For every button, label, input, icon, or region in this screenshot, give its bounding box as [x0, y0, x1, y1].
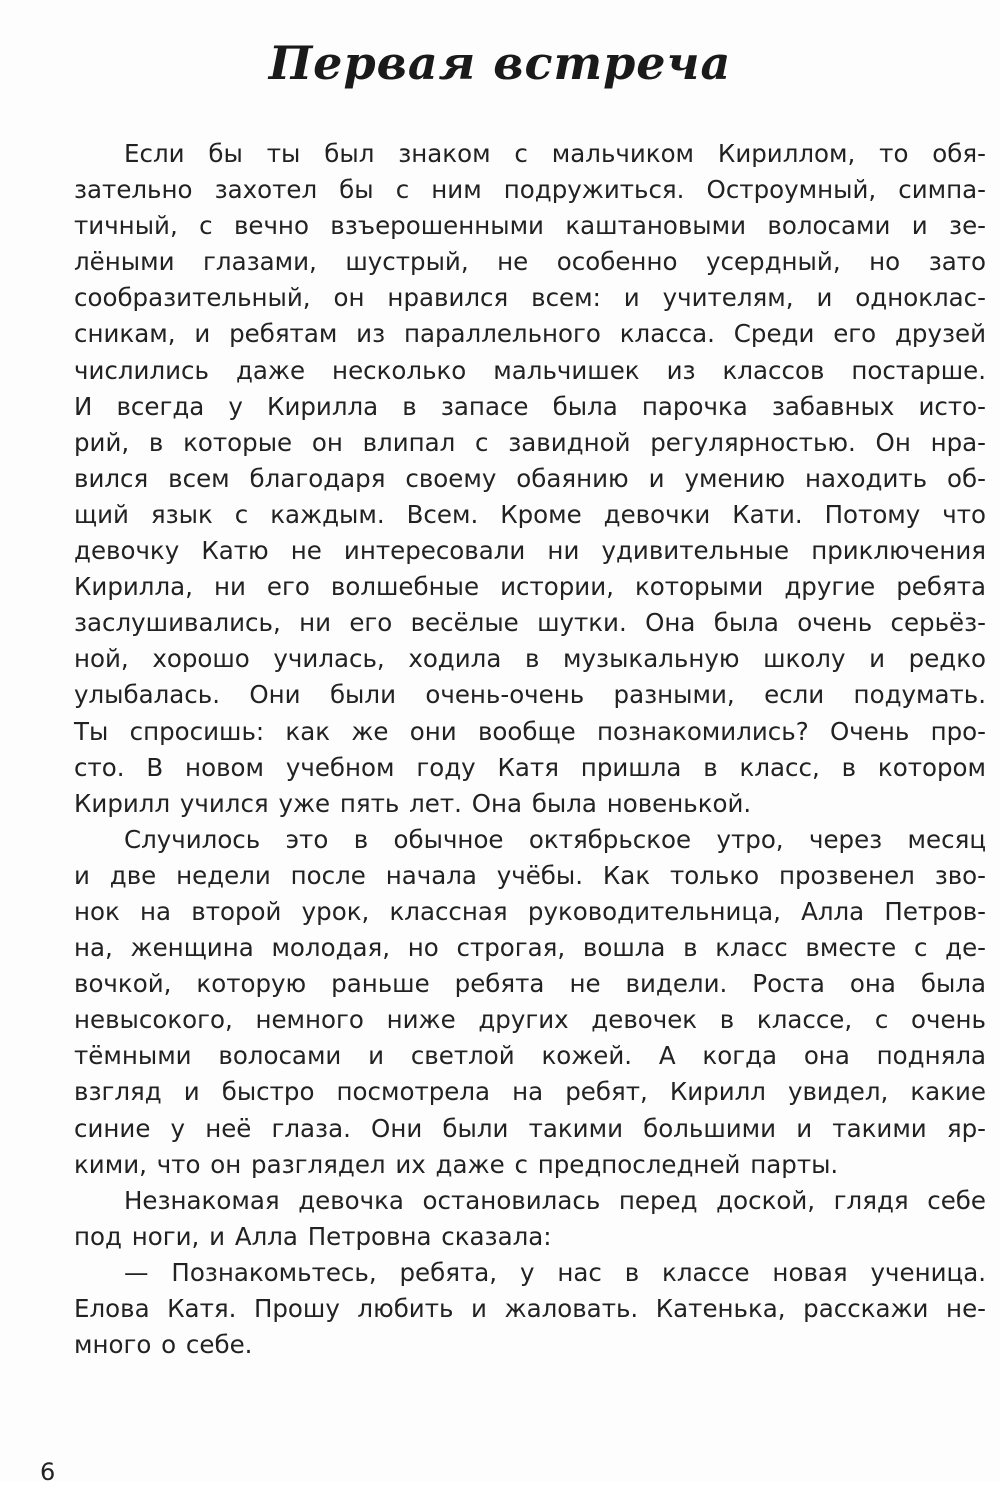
text-line: много о себе.: [74, 1330, 253, 1360]
text-line: кими, что он разглядел их даже с предпоследней парты.: [74, 1149, 839, 1179]
text-line: вочкой, которую раньше ребята не видели. Роста она была: [74, 969, 986, 999]
chapter-title: Первая встреча: [268, 36, 732, 90]
text-line: И всегда у Кирилла в запасе была парочка забавных исто-: [74, 391, 986, 421]
text-line: Незнакомая девочка остановилась перед доской, глядя себе: [124, 1185, 986, 1215]
text-line: девочку Катю не интересовали ни удивительные приключения: [74, 536, 986, 566]
text-line: взгляд и быстро посмотрела на ребят, Кирилл увидел, какие: [74, 1077, 986, 1107]
text-line: Если бы ты был знаком с мальчиком Кириллом, то обя-: [124, 139, 986, 168]
text-line: Случилось это в обычное октябрьское утро, через месяц: [124, 824, 986, 854]
text-line: рий, в которые он влипал с завидной регулярностью. Он нра-: [74, 427, 986, 457]
text-line: Кирилла, ни его волшебные истории, которыми другие ребята: [74, 572, 986, 602]
text-line: лёными глазами, шустрый, не особенно усердный, но зато: [74, 247, 986, 277]
text-line: ной, хорошо училась, ходила в музыкальную школу и редко: [74, 644, 986, 674]
text-line: заслушивались, ни его весёлые шутки. Она была очень серьёз-: [74, 608, 986, 638]
page-number: 6: [40, 1458, 56, 1486]
text-line: под ноги, и Алла Петровна сказала:: [74, 1221, 552, 1251]
text-line: числились даже несколько мальчишек из классов постарше.: [74, 355, 986, 385]
text-line: нок на второй урок, классная руководительница, Алла Петров-: [74, 896, 986, 926]
chapter-body: [74, 136, 986, 1363]
text-line: невысокого, немного ниже других девочек в классе, с очень: [74, 1005, 986, 1035]
text-line: вился всем благодаря своему обаянию и умению находить об-: [74, 463, 986, 493]
text-line: щий язык с каждым. Всем. Кроме девочки Кати. Потому что: [74, 499, 986, 529]
text-line: улыбалась. Они были очень-очень разными, если подумать.: [74, 680, 986, 710]
text-line: синие у неё глаза. Они были такими большими и такими яр-: [74, 1113, 986, 1143]
text-line: Ты спросишь: как же они вообще познакомились? Очень про-: [74, 716, 986, 746]
text-line: тёмными волосами и светлой кожей. А когда она подняла: [74, 1041, 986, 1071]
text-line: и две недели после начала учёбы. Как только прозвенел зво-: [74, 860, 986, 890]
text-line: на, женщина молодая, но строгая, вошла в класс вместе с де-: [74, 933, 986, 963]
text-line: тичный, с вечно взъерошенными каштановыми волосами и зе-: [74, 211, 986, 241]
text-line: сникам, и ребятам из параллельного класса. Среди его друзей: [74, 319, 986, 349]
text-line: зательно захотел бы с ним подружиться. Остроумный, симпа-: [74, 175, 986, 205]
text-line: сообразительный, он нравился всем: и учителям, и одноклас-: [74, 283, 986, 313]
text-line: сто. В новом учебном году Катя пришла в класс, в котором: [74, 752, 986, 782]
text-line: Елова Катя. Прошу любить и жаловать. Катенька, расскажи не-: [74, 1294, 986, 1323]
text-line: — Познакомьтесь, ребята, у нас в классе новая ученица.: [124, 1257, 986, 1287]
text-line: Кирилл учился уже пять лет. Она была новенькой.: [74, 788, 752, 818]
